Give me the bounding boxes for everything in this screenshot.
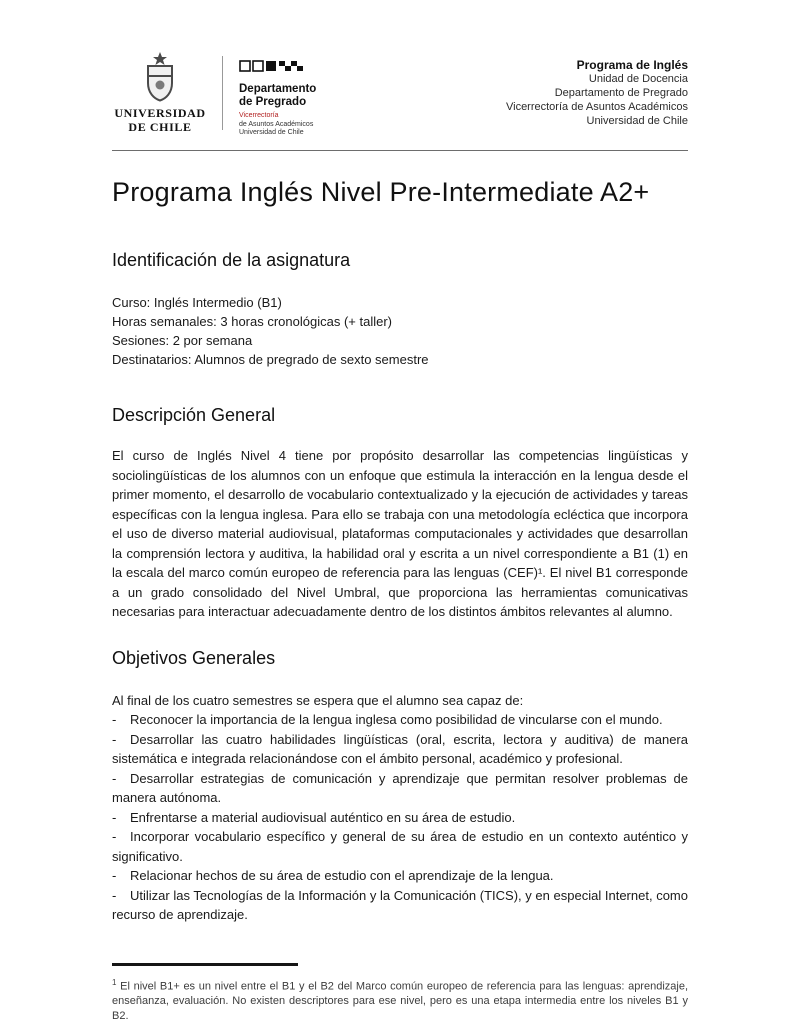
section-heading-identificacion: Identificación de la asignatura	[112, 250, 351, 270]
dept-subtext-line2: de Asuntos Académicos	[239, 120, 314, 128]
footnote-marker: 1	[112, 977, 117, 987]
section-heading-objetivos: Objetivos Generales	[112, 647, 276, 668]
dept-title-line1: Departamento	[239, 83, 317, 95]
footnote-separator	[112, 963, 298, 966]
ident-line-curso: Curso: Inglés Intermedio (B1)	[112, 295, 282, 310]
ident-line-sesiones: Sesiones: 2 por semana	[112, 333, 253, 348]
identification-block	[112, 293, 688, 369]
objective-text: Desarrollar las cuatro habilidades lingüísticas (oral, escrita, lectora y auditiva) de manera sistemática e integrada relacionándose con el ámbito personal, académico y profesional.	[112, 731, 688, 766]
objective-text: Reconocer la importancia de la lengua inglesa como posibilidad de vincularse con el mundo.	[130, 712, 663, 727]
university-name-line1: UNIVERSIDAD	[114, 106, 206, 120]
ident-line-destinatarios: Destinatarios: Alumnos de pregrado de sexto semestre	[112, 352, 429, 367]
objective-item	[112, 769, 688, 808]
university-name-line2: DE CHILE	[128, 120, 192, 134]
bullet-dash: -	[112, 887, 117, 903]
footnote-area	[112, 963, 688, 1025]
objective-text: Incorporar vocabulario específico y general de su área de estudio en un contexto auténtico y significativo.	[112, 829, 688, 864]
header-rule	[112, 150, 688, 151]
dept-title-line2: de Pregrado	[239, 96, 307, 108]
bullet-dash: -	[112, 712, 117, 727]
objective-text: Relacionar hechos de su área de estudio con el aprendizaje de la lengua.	[130, 868, 554, 883]
objective-item	[112, 808, 688, 828]
dept-subtext-line3: Universidad de Chile	[239, 129, 304, 136]
header-divider	[222, 56, 223, 130]
objective-text: Enfrentarse a material audiovisual auténtico en su área de estudio.	[130, 809, 516, 825]
objective-item	[112, 886, 688, 925]
program-department: Departamento de Pregrado	[554, 87, 688, 99]
section-heading-descripcion: Descripción General	[112, 405, 276, 425]
dept-subtext	[239, 112, 359, 138]
university-logo	[112, 52, 208, 134]
page-title: Programa Inglés Nivel Pre-Intermediate A2+	[112, 177, 650, 207]
bullet-dash: -	[112, 809, 117, 825]
objective-text: Desarrollar estrategias de comunicación y aprendizaje que permitan resolver problemas de manera autónoma.	[112, 770, 688, 805]
dept-subtext-line1: Vicerrectoría	[239, 112, 279, 119]
university-name	[114, 106, 205, 134]
footnote-body: El nivel B1+ es un nivel entre el B1 y el B2 del Marco común europeo de referencia para las lenguas: aprendizaje, enseñanza, evaluación. No existen descriptores para ese nivel, pero es una etapa intermedia entre los niveles B1 y B2.	[112, 980, 689, 1023]
program-vicerrectoria: Vicerrectoría de Asuntos Académicos	[505, 101, 688, 113]
footnote-text	[112, 975, 688, 1025]
objective-text: Utilizar las Tecnologías de la Información y la Comunicación (TICS), y en especial Internet, como recurso de aprendizaje.	[112, 887, 688, 922]
pregrado-checker-icon	[239, 58, 305, 74]
bullet-dash: -	[112, 829, 117, 844]
program-university: Universidad de Chile	[586, 115, 688, 127]
university-crest-icon	[138, 52, 182, 102]
description-paragraph: El curso de Inglés Nivel 4 tiene por propósito desarrollar las competencias lingüísticas y sociolingüísticas de los alumnos con un enfoque que estimula la interacción en la lengua desde el primer momento, el desarrollo de vocabulario contextualizado y la ejecución de actividades y tareas específicas con la lengua inglesa. Para ello se trabaja con una metodología ecléctica que incorpora el uso de diverso material audiovisual, plataformas computacionales y actividades que desarrollan la comprensión lectora y auditiva, la habilidad oral y escrita a un nivel correspondiente a B1 (1) en la escala del marco común europeo de referencia para las lenguas (CEF)¹. El nivel B1 corresponde a un grado consolidado del Nivel Umbral, que proporciona las herramientas comunicativas necesarias para interactuar adecuadamente dentro de los distintos ámbitos relevantes al alumno.	[112, 448, 688, 619]
ident-line-horas: Horas semanales: 3 horas cronológicas (+ taller)	[112, 314, 392, 329]
bullet-dash: -	[112, 731, 117, 747]
program-unit: Unidad de Docencia	[588, 73, 688, 85]
program-address-block	[506, 52, 688, 128]
pregrado-logo	[239, 52, 359, 138]
bullet-dash: -	[112, 770, 117, 786]
program-name: Programa de Inglés	[576, 58, 688, 72]
objective-item	[112, 866, 688, 886]
objective-item	[112, 710, 688, 730]
letterhead	[112, 52, 688, 144]
objective-item	[112, 827, 688, 866]
dept-title	[239, 83, 359, 109]
objectives-list	[112, 710, 688, 925]
bullet-dash: -	[112, 868, 117, 883]
objective-item	[112, 730, 688, 769]
objectives-intro: Al final de los cuatro semestres se espera que el alumno sea capaz de:	[112, 692, 524, 708]
